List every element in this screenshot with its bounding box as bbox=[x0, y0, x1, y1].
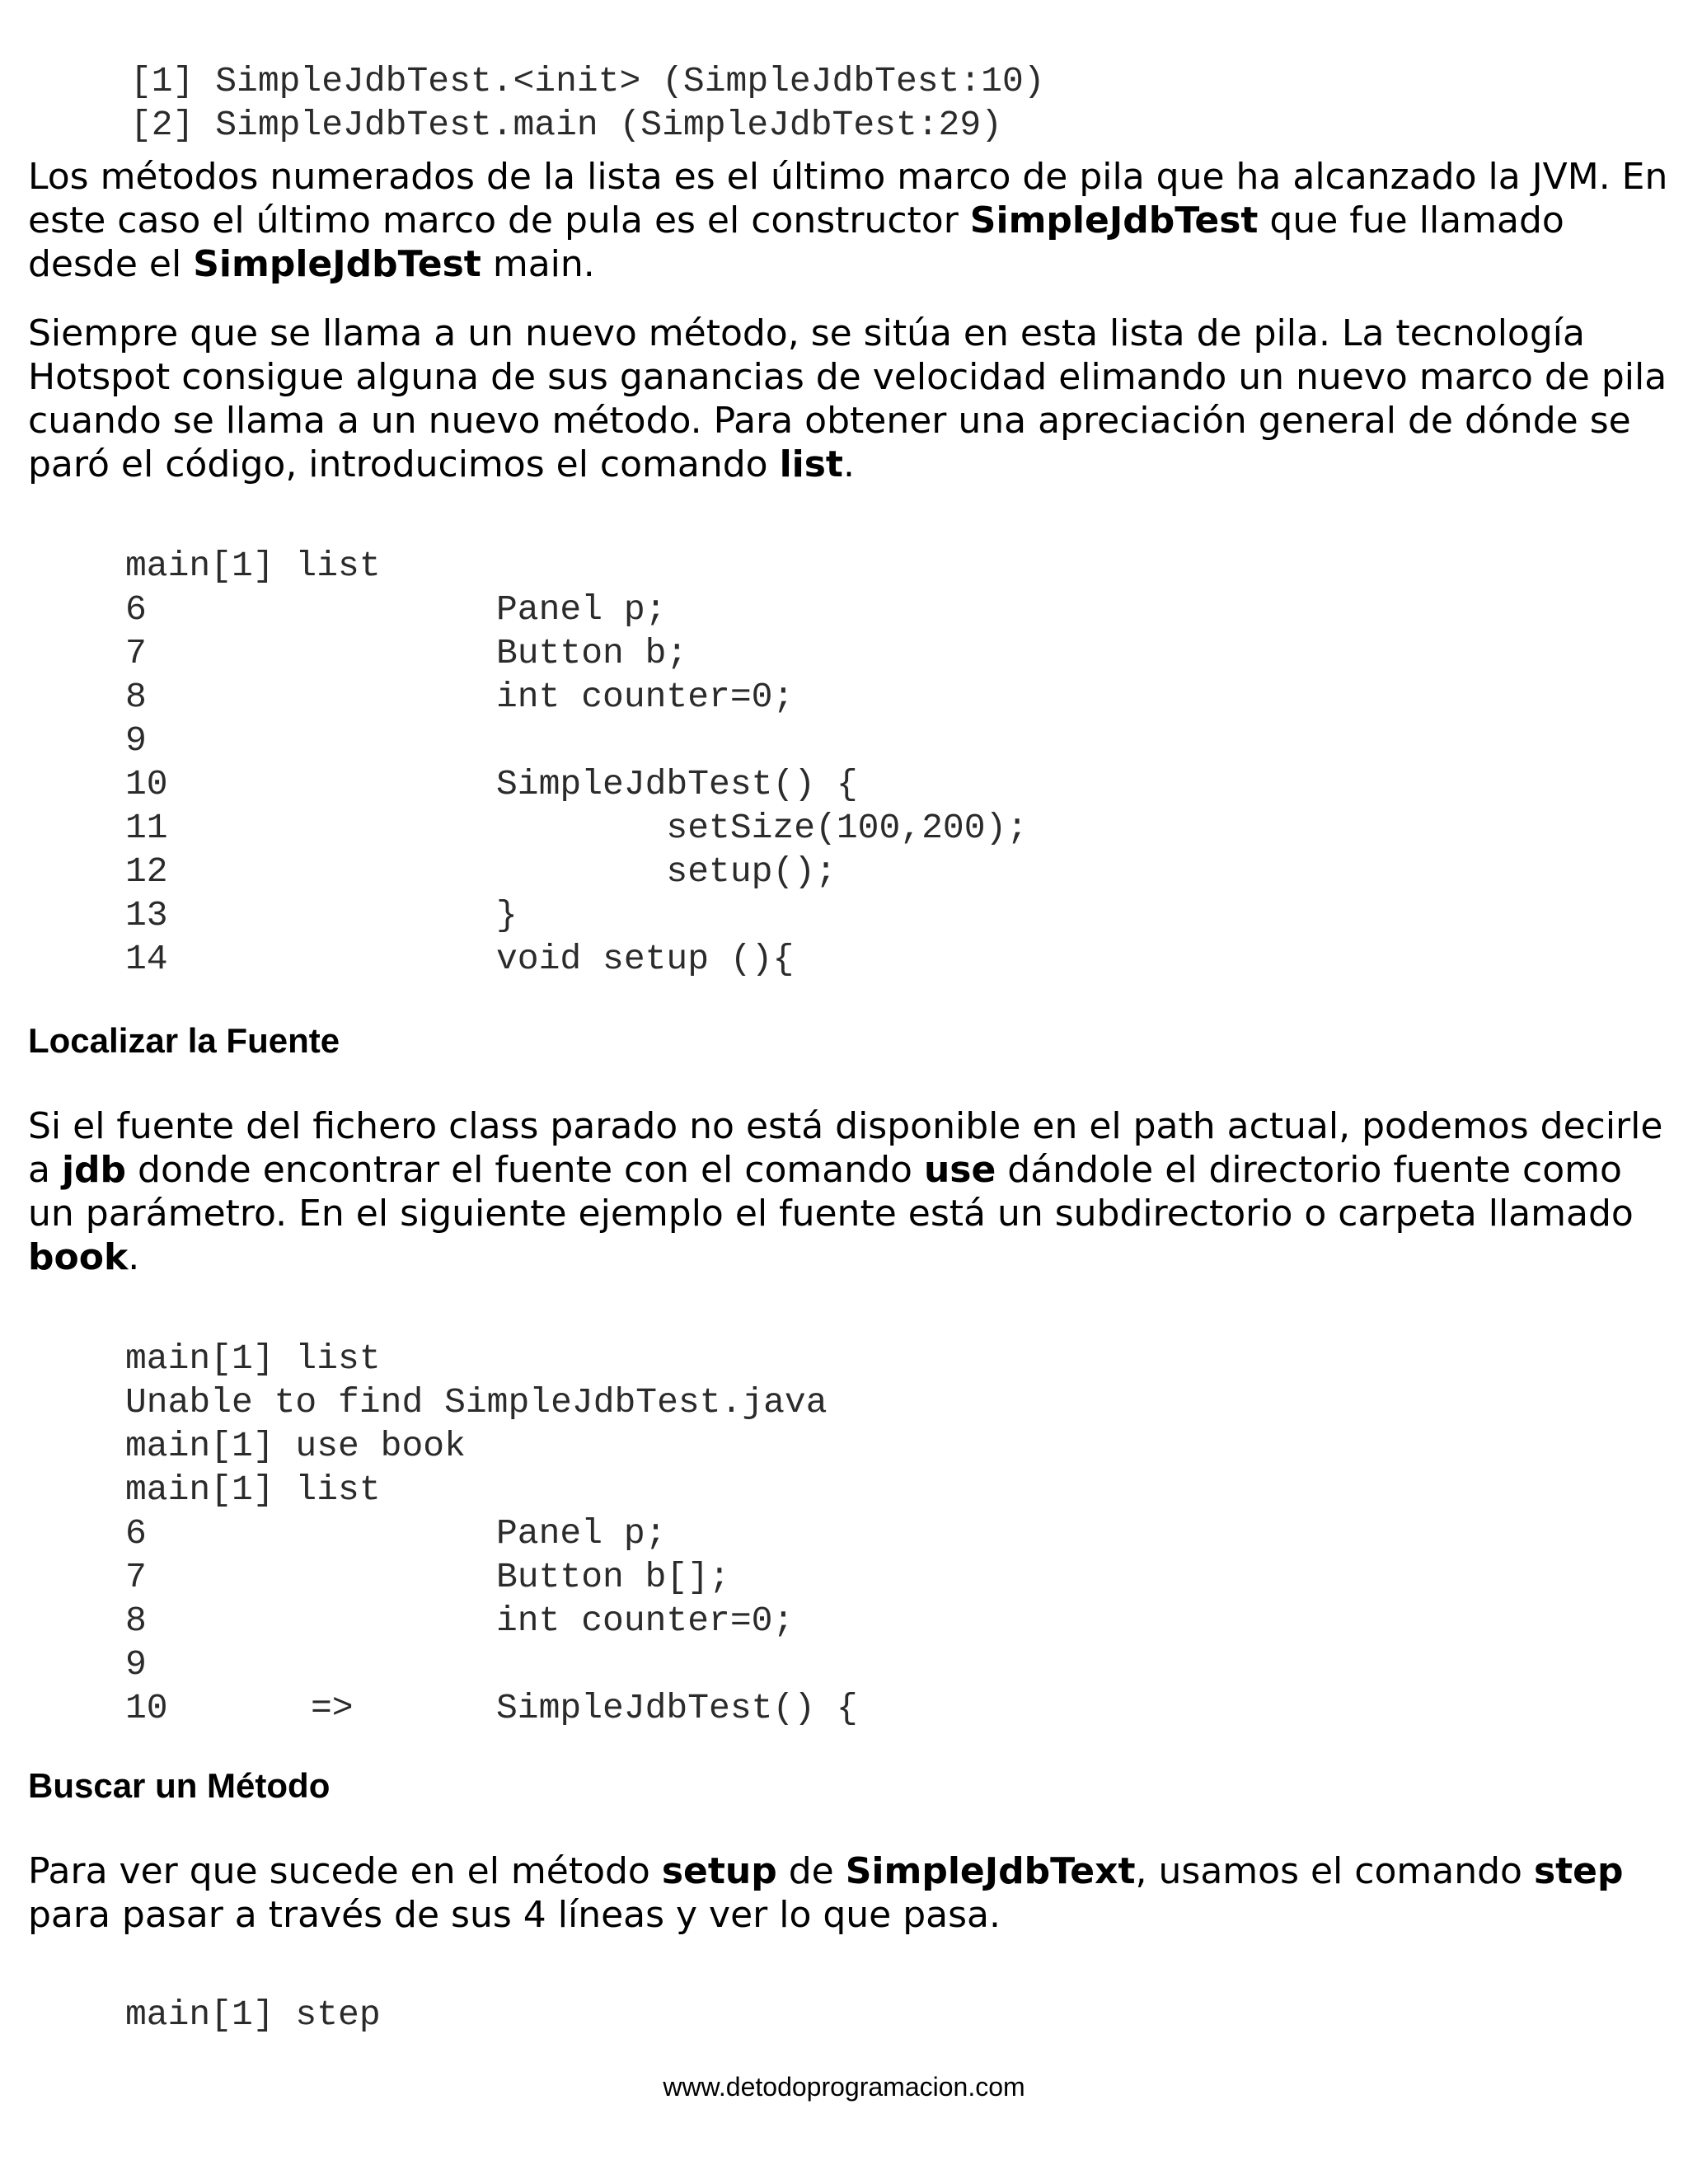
code-line bbox=[125, 762, 1028, 806]
section-heading: Buscar un Método bbox=[28, 1766, 331, 1805]
code-command: main[1] step bbox=[125, 1994, 381, 2035]
line-number: 9 bbox=[125, 720, 147, 761]
text-run: , usamos el comando bbox=[1135, 1850, 1534, 1892]
footer-url: www.detodoprogramacion.com bbox=[663, 2072, 1025, 2102]
line-number: 12 bbox=[125, 851, 168, 892]
code-line bbox=[125, 588, 1028, 631]
text-run: main. bbox=[481, 243, 595, 285]
paragraph-step-command bbox=[28, 1849, 1668, 1937]
bold-term: jdb bbox=[61, 1149, 127, 1191]
line-number: 7 bbox=[125, 633, 147, 673]
code-text: Panel p; bbox=[496, 1513, 667, 1554]
text-run: Siempre que se llama a un nuevo método, se sitúa en esta lista de pila. La tecnología Hotspot consigue alguna de sus ganancias de velocidad elimando un nuevo marco de pila cuando se llama a un nuevo método. Para obtener una apreciación general de dónde se paró el código, introducimos el comando bbox=[28, 312, 1667, 485]
code-rows bbox=[125, 588, 1028, 981]
code-text: Button b[]; bbox=[496, 1557, 730, 1597]
code-text: SimpleJdbTest() { bbox=[496, 764, 858, 804]
code-block-use-book bbox=[125, 1337, 858, 1730]
code-text: setup(); bbox=[496, 851, 837, 892]
line-number: 11 bbox=[125, 808, 168, 848]
code-text: void setup (){ bbox=[496, 939, 795, 979]
code-block-step bbox=[125, 1993, 381, 2036]
line-number: 9 bbox=[125, 1644, 147, 1685]
code-command: main[1] list bbox=[125, 1338, 381, 1379]
code-text: Panel p; bbox=[496, 589, 667, 630]
code-line bbox=[125, 1511, 858, 1555]
code-line bbox=[125, 719, 1028, 762]
paragraph-hotspot bbox=[28, 312, 1668, 486]
stack-trace-block bbox=[130, 59, 1045, 147]
text-run: . bbox=[842, 443, 855, 485]
code-line bbox=[125, 937, 1028, 981]
text-run: Los métodos numerados de la lista es el último marco de pila que ha alcanzado la JVM. En este caso el último marco de pula es el constructor bbox=[28, 156, 1668, 241]
code-line bbox=[125, 806, 1028, 850]
line-number: 8 bbox=[125, 677, 147, 717]
code-text: int counter=0; bbox=[496, 1601, 795, 1641]
code-text: setSize(100,200); bbox=[496, 808, 1029, 848]
line-number: 8 bbox=[125, 1601, 147, 1641]
code-text: int counter=0; bbox=[496, 677, 795, 717]
line-number: 6 bbox=[125, 589, 147, 630]
bold-term: SimpleJdbText bbox=[845, 1850, 1136, 1892]
stack-line: [2] SimpleJdbTest.main (SimpleJdbTest:29) bbox=[130, 105, 1002, 145]
code-command: Unable to find SimpleJdbTest.java bbox=[125, 1382, 828, 1422]
code-text: SimpleJdbTest() { bbox=[496, 1688, 858, 1728]
line-number: 13 bbox=[125, 895, 168, 935]
code-line bbox=[125, 850, 1028, 893]
code-text: } bbox=[496, 895, 518, 935]
line-number: 10 bbox=[125, 1688, 168, 1728]
code-line bbox=[125, 631, 1028, 675]
bold-term: list bbox=[779, 443, 843, 485]
paragraph-stack-frames bbox=[28, 155, 1668, 286]
bold-term: step bbox=[1533, 1850, 1624, 1892]
line-number: 10 bbox=[125, 764, 168, 804]
code-rows bbox=[125, 1511, 858, 1730]
bold-term: setup bbox=[661, 1850, 777, 1892]
text-run: para pasar a través de sus 4 líneas y ver lo que pasa. bbox=[28, 1894, 1001, 1936]
bold-term: SimpleJdbTest bbox=[969, 199, 1259, 241]
text-run: que fue llamado desde el bbox=[28, 199, 1564, 285]
current-line-marker: => bbox=[311, 1688, 354, 1728]
text-run: donde encontrar el fuente con el comando bbox=[126, 1149, 924, 1191]
bold-term: book bbox=[28, 1236, 129, 1278]
text-run: Si el fuente del fichero class parado no está disponible en el path actual, podemos decirle a bbox=[28, 1105, 1663, 1191]
paragraph-use-command bbox=[28, 1104, 1668, 1279]
code-line bbox=[125, 675, 1028, 719]
code-command: main[1] use book bbox=[125, 1426, 466, 1466]
bold-term: SimpleJdbTest bbox=[193, 243, 481, 285]
code-line bbox=[125, 1643, 858, 1686]
line-number: 14 bbox=[125, 939, 168, 979]
text-run: de bbox=[776, 1850, 846, 1892]
text-run: . bbox=[128, 1236, 140, 1278]
text-run: dándole el directorio fuente como un parámetro. En el siguiente ejemplo el fuente está un subdirectorio o carpeta llamado bbox=[28, 1149, 1634, 1235]
code-block-list bbox=[125, 544, 1028, 981]
code-line bbox=[125, 1686, 858, 1730]
line-number: 6 bbox=[125, 1513, 147, 1554]
code-text: Button b; bbox=[496, 633, 688, 673]
code-command: main[1] list bbox=[125, 1469, 381, 1510]
code-line bbox=[125, 1555, 858, 1599]
section-heading: Localizar la Fuente bbox=[28, 1021, 340, 1060]
code-line bbox=[125, 893, 1028, 937]
code-line bbox=[125, 1599, 858, 1643]
stack-line: [1] SimpleJdbTest.<init> (SimpleJdbTest:10) bbox=[130, 61, 1045, 101]
code-command: main[1] list bbox=[125, 546, 381, 586]
text-run: Para ver que sucede en el método bbox=[28, 1850, 662, 1892]
bold-term: use bbox=[923, 1149, 996, 1191]
line-number: 7 bbox=[125, 1557, 147, 1597]
